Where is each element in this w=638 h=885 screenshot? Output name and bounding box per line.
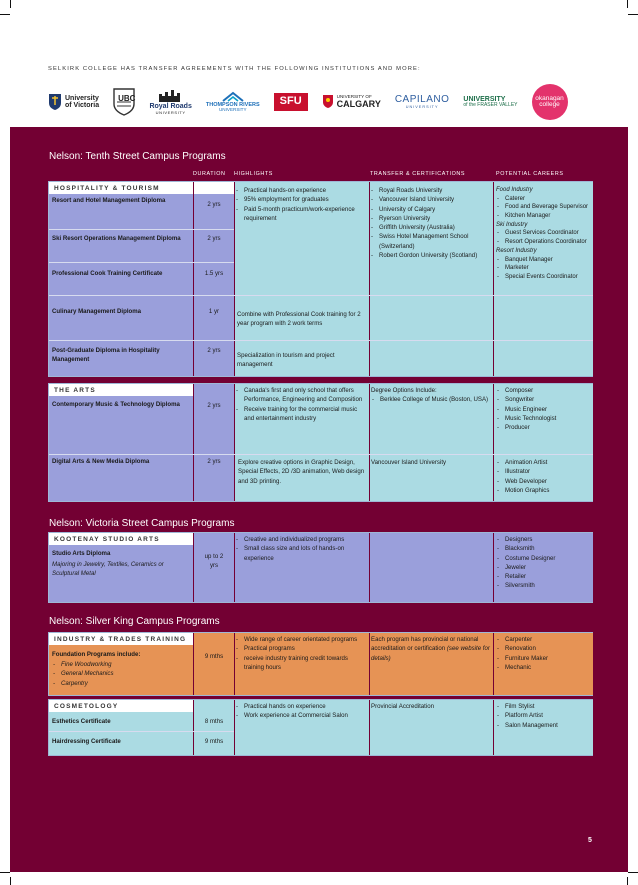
highlight-item: - receive industry training credit towards training hours (235, 654, 367, 673)
transfer-item: - Griffith University (Australia) (370, 223, 492, 232)
subprogram-item: - General Mechanics (52, 669, 190, 678)
section-title-silver: Nelson: Silver King Campus Programs (49, 616, 220, 627)
category-arts: THE ARTS (49, 384, 193, 396)
logo-royal-roads-text: Royal Roads (149, 103, 192, 111)
career-item: - Animation Artist (496, 458, 592, 467)
logo-sfu-text: SFU (274, 93, 308, 111)
crop-mark (0, 14, 10, 15)
highlight-item: - Work experience at Commercial Salon (235, 711, 367, 720)
career-item: - Silversmith (496, 581, 592, 590)
career-item: - Renovation (496, 644, 592, 653)
transfer-item: - Berklee College of Music (Boston, USA) (371, 395, 492, 404)
column-headers (48, 169, 593, 181)
crop-mark (627, 877, 628, 885)
career-heading: Food Industry (496, 187, 533, 193)
category-cosmetology: COSMETOLOGY (49, 700, 193, 712)
logo-ubc (113, 88, 135, 116)
career-item: - Music Technologist (496, 414, 592, 423)
logo-royal-roads: Royal Roads UNIVERSITY (149, 89, 191, 115)
crop-mark (627, 0, 628, 8)
program-digital-arts: Digital Arts & New Media Diploma (52, 458, 150, 465)
career-item: - Salon Management (496, 721, 592, 730)
program-pro-cook: Professional Cook Training Certificate (52, 270, 163, 277)
highlight-item: - Practical hands-on experience (235, 186, 367, 195)
career-heading: Resort Industry (496, 247, 537, 254)
duration-music: 2 yrs (207, 402, 221, 409)
music-careers (496, 386, 592, 432)
duration-studio-arts: up to 2 yrs (204, 553, 224, 570)
career-heading: Ski Industry (496, 221, 528, 228)
kootenay-block (48, 532, 593, 603)
career-item: - Web Developer (496, 477, 592, 486)
highlight-item: - 95% employment for graduates (235, 195, 367, 204)
career-item: - Platform Artist (496, 711, 592, 720)
program-foundation: Foundation Programs include: (52, 651, 141, 658)
logo-uvic (48, 93, 99, 111)
career-item: - Banquet Manager (496, 256, 592, 265)
postgrad-note: Specialization in tourism and project management (237, 352, 335, 369)
career-item: - Songwriter (496, 395, 592, 404)
duration-hairdressing: 9 mths (204, 738, 224, 745)
career-item: - Designers (496, 535, 592, 544)
duration-postgrad: 2 yrs (207, 347, 221, 354)
royal-roads-castle-icon (158, 89, 184, 103)
career-item: - Marketer (496, 264, 592, 273)
transfer-item: - Swiss Hotel Management School (Switzerland) (370, 232, 492, 251)
logo-capilano-text: CAPILANO (394, 93, 450, 105)
program-ski-resort: Ski Resort Operations Management Diploma (52, 235, 181, 242)
program-esthetics: Esthetics Certificate (52, 718, 111, 725)
cosmetology-transfer: Provincial Accreditation (371, 703, 434, 710)
studio-highlights (235, 535, 367, 563)
logo-ufv-text: UNIVERSITY (463, 95, 506, 103)
career-item: - Special Events Coordinator (496, 273, 592, 282)
transfer-item: - Vancouver Island University (370, 195, 492, 204)
highlight-item: - Practical programs (235, 644, 367, 653)
logo-tru: THOMPSON RIVERS UNIVERSITY (206, 91, 260, 114)
highlight-item: - Practical hands on experience (235, 702, 367, 711)
logo-ubc-text: UBC (118, 93, 136, 103)
subprogram-item: - Carpentry (52, 679, 190, 688)
transfer-item: - Ryerson University (370, 214, 492, 223)
crop-mark (628, 14, 638, 15)
career-item: - Motion Graphics (496, 486, 592, 495)
highlight-item: - Canada's first and only school that offers Performance, Engineering and Composition (235, 386, 367, 405)
career-item: - Carpenter (496, 635, 592, 644)
career-item: - Guest Services Coordinator (496, 229, 592, 238)
program-studio-arts: Studio Arts Diploma (52, 550, 111, 557)
calgary-crest-icon (322, 94, 334, 109)
trades-transfer: Each program has provincial or national accreditation or certification (see website for details) (371, 636, 490, 662)
logo-capilano: CAPILANO UNIVERSITY (394, 93, 450, 110)
category-trades: INDUSTRY & TRADES TRAINING (49, 633, 193, 645)
cosmetology-highlights (235, 702, 367, 721)
section-title-victoria: Nelson: Victoria Street Campus Programs (49, 518, 235, 529)
crop-mark (10, 0, 11, 8)
section-title-tenth: Nelson: Tenth Street Campus Programs (49, 151, 226, 162)
career-item: - Kitchen Manager (496, 212, 592, 221)
trades-highlights (235, 635, 367, 672)
career-item: - Film Stylist (496, 702, 592, 711)
career-item: - Blacksmith (496, 544, 592, 553)
duration-culinary: 1 yr (208, 308, 220, 315)
page-number: 5 (588, 837, 592, 844)
program-music: Contemporary Music & Technology Diploma (52, 401, 180, 408)
studio-arts-subtitle: Majoring in Jewelry, Textiles, Ceramics or Sculptural Metal (52, 561, 164, 578)
cosmetology-careers (496, 702, 592, 730)
career-item: - Composer (496, 386, 592, 395)
program-postgrad: Post-Graduate Diploma in Hospitality Management (52, 347, 160, 363)
logo-okanagan (532, 84, 568, 120)
logo-tru-text: THOMPSON RIVERS (205, 101, 260, 108)
logo-calgary (322, 94, 381, 110)
duration-ski-resort: 2 yrs (207, 235, 221, 242)
career-item: - Caterer (496, 195, 592, 204)
career-item: - Mechanic (496, 663, 592, 672)
highlight-item: - Small class size and lots of hands-on experience (235, 544, 367, 563)
culinary-note: Combine with Professional Cook training for 2 year program with 2 work terms (237, 311, 361, 328)
highlight-item: - Paid 5-month practicum/work-experience requirement (235, 205, 367, 224)
cosmetology-block (48, 699, 593, 756)
hospitality-highlights (235, 186, 367, 223)
studio-careers (496, 535, 592, 591)
logo-calgary-text: UNIVERSITY OF CALGARY (336, 94, 381, 110)
transfer-item: - Robert Gordon University (Scotland) (370, 251, 492, 260)
career-item: - Jeweler (496, 563, 592, 572)
intro-text: SELKIRK COLLEGE HAS TRANSFER AGREEMENTS WITH THE FOLLOWING INSTITUTIONS AND MORE: (48, 66, 421, 72)
highlight-item: - Creative and individualized programs (235, 535, 367, 544)
highlight-item: - Wide range of career orientated programs (235, 635, 367, 644)
col-highlights: HIGHLIGHTS (234, 171, 273, 177)
career-item: - Producer (496, 423, 592, 432)
career-item: - Illustrator (496, 467, 592, 476)
logo-sfu (274, 93, 308, 111)
career-item: - Food and Beverage Supervisor (496, 203, 592, 212)
hospitality-transfer (370, 186, 492, 260)
transfer-item: - University of Calgary (370, 205, 492, 214)
career-item: - Retailer (496, 572, 592, 581)
logo-strip (48, 84, 608, 120)
logo-uvic-text: University of Victoria (65, 94, 100, 109)
highlight-item: - Receive training for the commercial music and entertainment industry (235, 405, 367, 424)
digital-careers (496, 458, 592, 495)
career-item: - Costume Designer (496, 554, 592, 563)
program-hairdressing: Hairdressing Certificate (52, 738, 121, 745)
header (0, 0, 638, 127)
career-item: - Resort Operations Coordinator (496, 238, 592, 247)
transfer-item: - Royal Roads University (370, 186, 492, 195)
col-transfer: TRANSFER & CERTIFICATIONS (370, 171, 466, 177)
okanagan-circle-icon: okanagan college (532, 84, 568, 120)
foundation-subprograms (52, 660, 190, 688)
transfer-heading: Degree Options Include: (371, 387, 437, 394)
arts-block (48, 383, 593, 502)
crop-mark (0, 872, 10, 873)
career-item: - Furniture Maker (496, 654, 592, 663)
program-resort-hotel: Resort and Hotel Management Diploma (52, 197, 166, 204)
trades-block (48, 632, 593, 696)
logo-ufv: UNIVERSITY of the FRASER VALLEY (463, 95, 518, 109)
tru-mark-icon (221, 91, 245, 103)
crop-mark (10, 877, 11, 885)
music-highlights (235, 386, 367, 423)
category-kootenay: KOOTENAY STUDIO ARTS (49, 533, 193, 545)
uvic-crest-icon (48, 93, 62, 111)
category-hospitality: HOSPITALITY & TOURISM (49, 182, 193, 194)
digital-transfer: Vancouver Island University (371, 459, 447, 466)
music-transfer (371, 386, 492, 405)
crop-mark (628, 872, 638, 873)
col-duration: DURATION (193, 171, 226, 177)
duration-pro-cook: 1.5 yrs (204, 270, 224, 277)
trades-careers (496, 635, 592, 672)
duration-digital-arts: 2 yrs (207, 458, 221, 465)
col-careers: POTENTIAL CAREERS (496, 171, 564, 177)
duration-resort-hotel: 2 yrs (207, 201, 221, 208)
duration-foundation: 9 mths (204, 653, 224, 660)
hospitality-careers (496, 186, 592, 282)
career-item: - Music Engineer (496, 405, 592, 414)
digital-highlights: Explore creative options in Graphic Design, Special Effects, 2D /3D animation, Web design and 3D printing. (238, 459, 365, 485)
program-culinary: Culinary Management Diploma (52, 308, 142, 315)
subprogram-item: - Fine Woodworking (52, 660, 190, 669)
duration-esthetics: 8 mths (204, 718, 224, 725)
hospitality-block (48, 181, 593, 377)
